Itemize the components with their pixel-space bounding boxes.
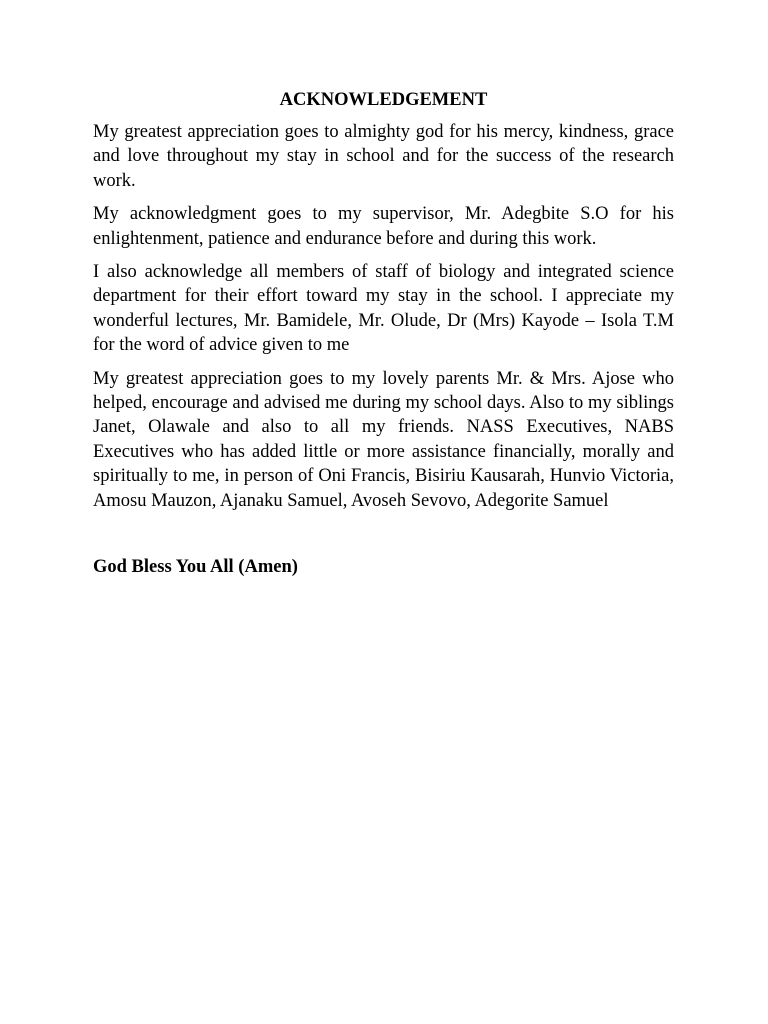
- paragraph-god: My greatest appreciation goes to almighty god for his mercy, kindness, grace and love throughout my stay in school and for the success of the research work.: [93, 122, 674, 191]
- page-title: ACKNOWLEDGEMENT: [279, 90, 488, 110]
- document-page: [93, 88, 674, 580]
- paragraph-staff: I also acknowledge all members of staff of biology and integrated science department for their effort toward my stay in the school. I appreciate my wonderful lectures, Mr. Bamidele, Mr. Olude, Dr (Mrs) Kayode – Isola T.M for the word of advice given to me: [93, 262, 674, 356]
- paragraph-supervisor: My acknowledgment goes to my supervisor, Mr. Adegbite S.O for his enlightenment, patience and endurance before and during this work.: [93, 204, 674, 249]
- paragraph-family-friends: My greatest appreciation goes to my lovely parents Mr. & Mrs. Ajose who helped, encourage and advised me during my school days. Also to my siblings Janet, Olawale and also to all my friends. NASS Executives, NABS Executives who has added little or more assistance financially, morally and spiritually to me, in person of Oni Francis, Bisiriu Kausarah, Hunvio Victoria, Amosu Mauzon, Ajanaku Samuel, Avoseh Sevovo, Adegorite Samuel: [93, 368, 674, 511]
- closing-blessing: God Bless You All (Amen): [93, 557, 298, 578]
